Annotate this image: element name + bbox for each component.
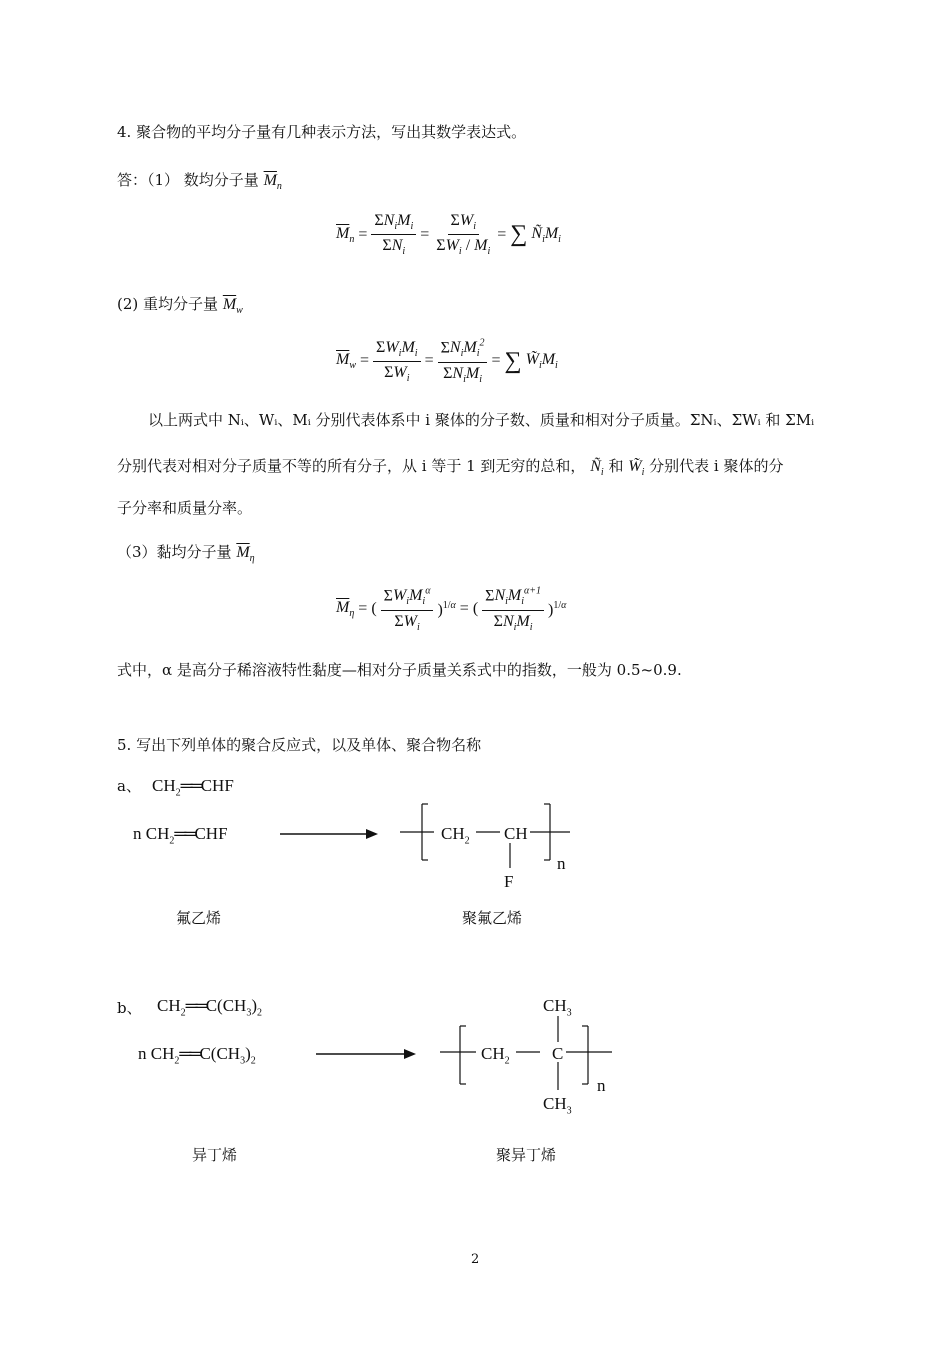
mn-symbol: $\overline{M}_n$ [263,172,282,193]
q4-para1: 以上两式中 Nᵢ、Wᵢ、Mᵢ 分别代表体系中 i 聚体的分子数、质量和相对分子质量。ΣNᵢ、ΣWᵢ 和 ΣMᵢ [148,411,815,429]
polymer-b-n: n [597,1076,606,1095]
part-a-label: a、 [117,777,141,795]
monomer-b: $CH_2══C(CH_3)_2$ [157,996,263,1019]
q4-title: 4. 聚合物的平均分子量有几种表示方法，写出其数学表达式。 [117,123,527,141]
polymer-b-structure [430,1000,630,1120]
polymer-a-name: 聚氟乙烯 [462,909,523,927]
polymer-b-ch2: $CH_2$ [481,1044,510,1067]
polymer-a-ch2: $CH_2$ [441,824,470,847]
page-number: 2 [471,1252,480,1267]
meta-formula: $\overline{M}_\eta$ = ( $\frac{\Sigma W_iM_i^\alpha}{\Sigma W_i}$ )$^{1/\alpha}$ = ( $\frac{\Sigma N_iM_i^{\alpha+1}}{\Sigma N_iM_i}$ )$^{1/\alpha}$ [336,586,567,633]
mw-formula: $\overline{M}_w$ = $\frac{\Sigma W_iM_i}{\Sigma W_i}$ = $\frac{\Sigma N_iM_i^2}{\Sigma N_iM_i}$ = ∑ $W̃_iM_i$ [336,338,558,385]
q4-para2: 分别代表对相对分子质量不等的所有分子，从 i 等于 1 到无穷的总和， $Ñ_i$ 和 $W̃_i$ 分别代表 i 聚体的分 [117,457,784,479]
q4-note: 式中，α 是高分子稀溶液特性黏度—相对分子质量关系式中的指数，一般为 0.5~0.9. [117,661,682,679]
part-b-label: b、 [117,999,142,1017]
polymer-a-structure [390,800,590,890]
polymer-a-n: n [557,854,566,873]
meta-symbol: $\overline{M}_\eta$ [236,544,255,565]
polymer-a-ch: CH [504,824,528,843]
polymer-a-substituent: F [504,872,514,891]
reaction-arrow-b [316,1046,420,1062]
monomer-a: $CH_2══CHF$ [152,776,234,799]
reactant-b: n $CH_2══C(CH_3)_2$ [138,1044,256,1067]
monomer-b-name: 异丁烯 [192,1146,238,1164]
ans1-label: 答：（1） 数均分子量 [117,171,259,189]
polymer-b-ch3-top: $CH_3$ [543,996,572,1019]
ans3-label: （3）黏均分子量 [117,543,232,561]
monomer-a-name: 氟乙烯 [176,909,222,927]
ans2-line [117,294,243,321]
q4-para3: 子分率和质量分率。 [117,499,253,517]
mn-formula: $\overline{M}_n$ = $\frac{\Sigma N_iM_i}{\Sigma N_i}$ = $\frac{\Sigma W_i}{\Sigma W_i / M_i}$ = ∑ $Ñ_iM_i$ [336,212,561,258]
polymer-b-ch3-bottom: $CH_3$ [543,1094,572,1117]
ans1-line [117,170,282,197]
polymer-b-name: 聚异丁烯 [496,1146,557,1164]
polymer-b-c: C [552,1044,564,1063]
ans3-line [117,542,255,569]
reactant-a: n $CH_2══CHF$ [133,824,228,847]
ans2-label: (2) 重均分子量 [117,295,219,313]
mw-symbol: $\overline{M}_w$ [222,296,243,317]
q5-title: 5. 写出下列单体的聚合反应式，以及单体、聚合物名称 [117,736,482,754]
reaction-arrow-a [280,826,380,842]
